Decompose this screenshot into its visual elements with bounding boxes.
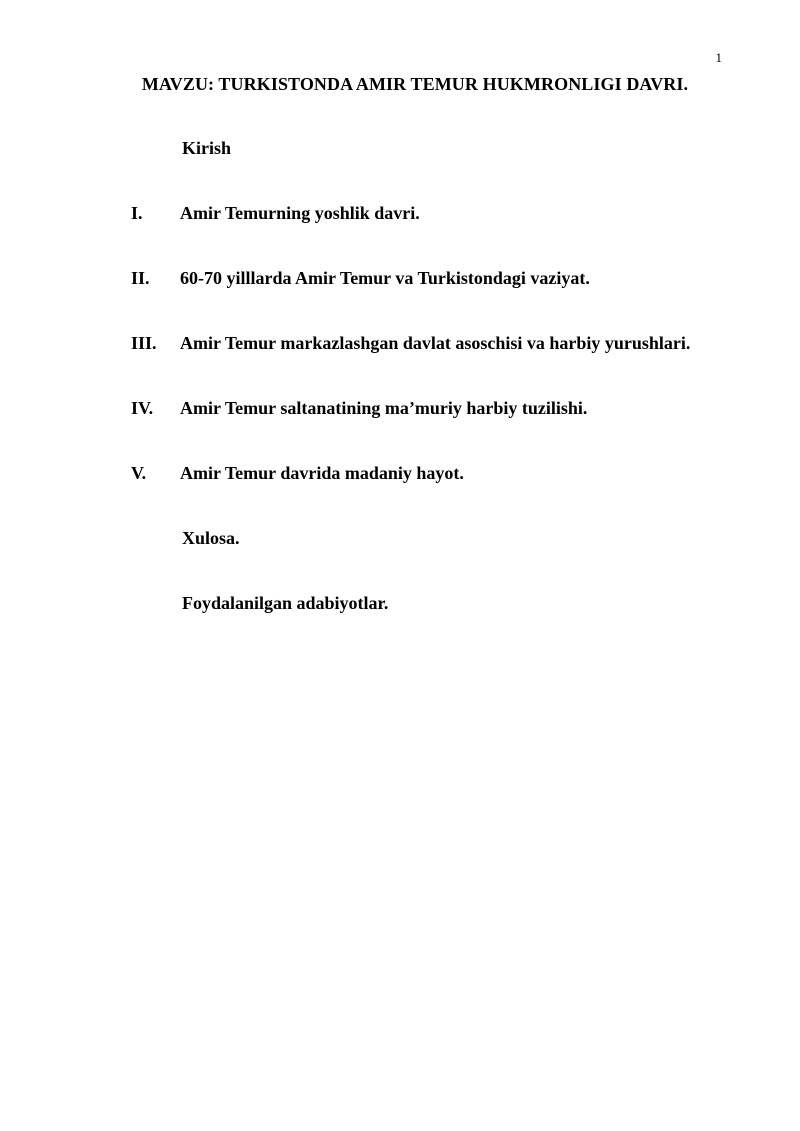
toc-item-4	[0, 398, 800, 422]
toc-intro-text: Kirish	[182, 138, 232, 158]
toc-item-number: V.	[131, 463, 147, 483]
toc-item-text: Amir Temurning yoshlik davri.	[180, 203, 420, 223]
toc-item-text: Amir Temur markazlashgan davlat asoschisi va harbiy yurushlari.	[180, 333, 691, 353]
toc-item-number: I.	[131, 203, 143, 223]
toc-item-1	[0, 203, 800, 227]
toc-item-text: 60-70 yilllarda Amir Temur va Turkistondagi vaziyat.	[180, 268, 590, 288]
toc-references-text: Foydalanilgan adabiyotlar.	[182, 593, 389, 613]
toc-item-text: Amir Temur davrida madaniy hayot.	[180, 463, 464, 483]
page-title: MAVZU: TURKISTONDA AMIR TEMUR HUKMRONLIGI DAVRI.	[141, 74, 689, 94]
toc-item-number: III.	[131, 333, 157, 353]
page-number: 1	[715, 50, 722, 65]
toc-item-2	[0, 268, 800, 292]
toc-item-3	[0, 333, 800, 357]
toc-conclusion-text: Xulosa.	[182, 528, 240, 548]
toc-item-number: II.	[131, 268, 150, 288]
toc-intro	[0, 138, 800, 162]
toc-item-number: IV.	[131, 398, 154, 418]
toc-conclusion	[0, 528, 800, 552]
toc-references	[0, 593, 800, 617]
toc-item-text: Amir Temur saltanatining ma’muriy harbiy tuzilishi.	[180, 398, 588, 418]
toc-item-5	[0, 463, 800, 487]
